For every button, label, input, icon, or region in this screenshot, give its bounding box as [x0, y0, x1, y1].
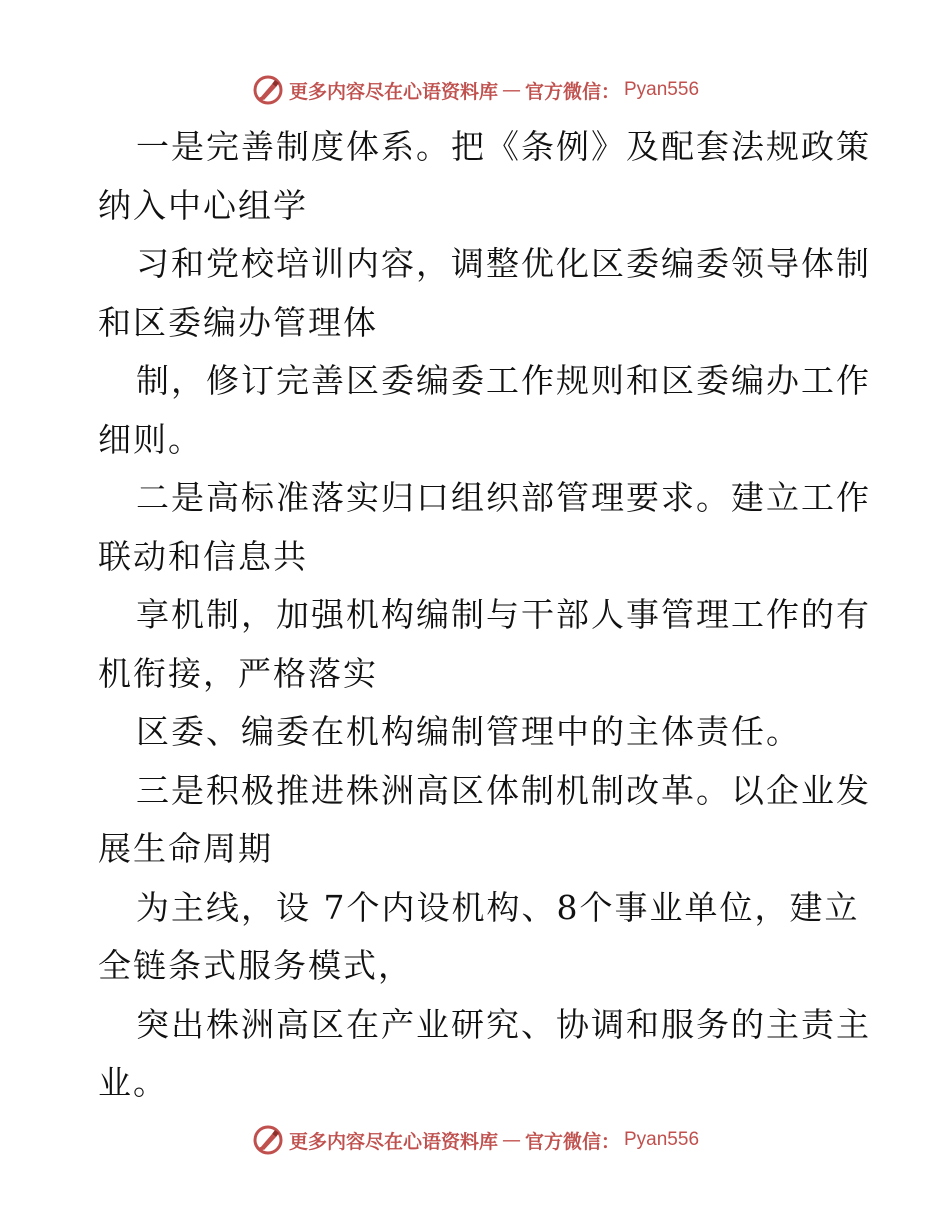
- text-line: 享机制，加强机构编制与干部人事管理工作的有: [136, 595, 871, 634]
- footer-banner-separator: —: [501, 1129, 521, 1151]
- text-line: 联动和信息共: [98, 536, 308, 576]
- footer-banner: [0, 1120, 950, 1160]
- header-banner-separator: —: [501, 79, 521, 101]
- text-line: 一是完善制度体系。把《条例》及配套法规政策: [136, 127, 871, 166]
- header-banner-content: [251, 73, 699, 107]
- text-line: 机衔接，严格落实: [98, 653, 378, 693]
- text-line: 纳入中心组学: [98, 185, 308, 225]
- header-banner: [0, 70, 950, 110]
- footer-banner-content: [251, 1123, 699, 1157]
- text-line: 和区委编办管理体: [98, 302, 378, 342]
- pen-logo-icon: [251, 73, 285, 107]
- header-wechat-label: 官方微信：: [524, 80, 620, 103]
- text-line: 习和党校培训内容，调整优化区委编委领导体制: [136, 244, 871, 283]
- text-line: 为主线，设 7个内设机构、8个事业单位，建立: [136, 887, 860, 927]
- text-line: 细则。: [98, 419, 203, 459]
- text-line: 三是积极推进株洲高区体制机制改革。以企业发: [136, 770, 871, 810]
- header-banner-text: 更多内容尽在心语资料库: [288, 80, 498, 103]
- text-line: 二是高标准落实归口组织部管理要求。建立工作: [136, 478, 871, 517]
- header-wechat-id: Pyan556: [624, 79, 700, 100]
- text-line: 展生命周期: [98, 829, 273, 868]
- text-line: 突出株洲高区在产业研究、协调和服务的主责主: [136, 1004, 871, 1044]
- text-line: 制，修订完善区委编委工作规则和区委编办工作: [136, 361, 871, 400]
- pen-logo-icon: [251, 1123, 285, 1157]
- text-line: 全链条式服务模式，: [98, 946, 413, 985]
- footer-wechat-label: 官方微信：: [524, 1130, 620, 1153]
- document-body: [98, 118, 871, 1113]
- footer-banner-text: 更多内容尽在心语资料库: [288, 1130, 498, 1153]
- text-line: 业。: [98, 1063, 168, 1102]
- text-line: 区委、编委在机构编制管理中的主体责任。: [136, 712, 801, 751]
- footer-wechat-id: Pyan556: [624, 1129, 700, 1150]
